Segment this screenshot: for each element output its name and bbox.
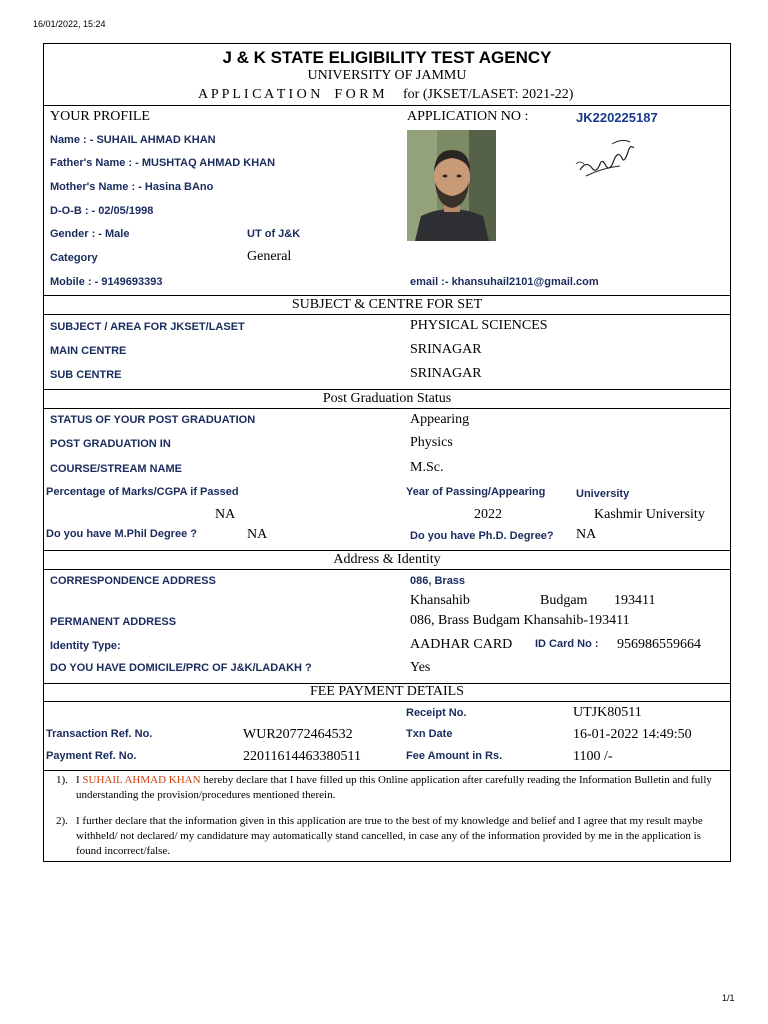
receipt-no-value: UTJK80511 bbox=[573, 705, 642, 720]
main-centre-label: MAIN CENTRE bbox=[50, 345, 127, 357]
candidate-signature bbox=[572, 130, 642, 185]
pg-in-value: Physics bbox=[410, 435, 453, 450]
correspondence-address-locality: Khansahib bbox=[410, 593, 470, 608]
divider bbox=[43, 408, 731, 409]
transaction-ref-label: Transaction Ref. No. bbox=[46, 728, 153, 740]
page-number: 1/1 bbox=[722, 993, 735, 1003]
subject-label: SUBJECT / AREA FOR JKSET/LASET bbox=[50, 321, 245, 333]
domicile-label: DO YOU HAVE DOMICILE/PRC OF J&K/LADAKH ? bbox=[50, 662, 312, 674]
university-name: UNIVERSITY OF JAMMU bbox=[307, 68, 467, 83]
correspondence-address-district: Budgam bbox=[540, 593, 588, 608]
year-value: 2022 bbox=[474, 507, 502, 522]
mother-name-field: Mother's Name : - Hasina BAno bbox=[50, 181, 214, 193]
name-field: Name : - SUHAIL AHMAD KHAN bbox=[50, 134, 216, 146]
divider bbox=[43, 389, 731, 390]
declaration-1-prefix: I bbox=[76, 774, 80, 786]
application-no-label: APPLICATION NO : bbox=[407, 109, 529, 124]
form-for: for (JKSET/LASET: 2021-22) bbox=[403, 87, 574, 102]
divider bbox=[43, 314, 731, 315]
txn-date-label: Txn Date bbox=[406, 728, 453, 740]
permanent-address-label: PERMANENT ADDRESS bbox=[50, 616, 177, 628]
fee-section-title: FEE PAYMENT DETAILS bbox=[310, 684, 464, 699]
divider bbox=[43, 105, 731, 106]
sub-centre-label: SUB CENTRE bbox=[50, 369, 122, 381]
txn-date-value: 16-01-2022 14:49:50 bbox=[573, 727, 692, 742]
mobile-field: Mobile : - 9149693393 bbox=[50, 276, 163, 288]
phd-label: Do you have Ph.D. Degree? bbox=[410, 530, 554, 542]
declaration-1-number: 1). bbox=[56, 774, 68, 786]
divider bbox=[43, 569, 731, 570]
category-label: Category bbox=[50, 252, 98, 264]
divider bbox=[43, 701, 731, 702]
id-card-no-label: ID Card No : bbox=[535, 638, 599, 650]
transaction-ref-value: WUR20772464532 bbox=[243, 727, 353, 742]
correspondence-address-label: CORRESPONDENCE ADDRESS bbox=[50, 575, 216, 587]
payment-ref-label: Payment Ref. No. bbox=[46, 750, 137, 762]
year-label: Year of Passing/Appearing bbox=[406, 486, 546, 498]
percentage-label: Percentage of Marks/CGPA if Passed bbox=[46, 486, 239, 498]
application-no: JK220225187 bbox=[576, 110, 658, 125]
course-label: COURSE/STREAM NAME bbox=[50, 463, 183, 475]
form-title: A P P L I C A T I O N F O R M bbox=[198, 87, 385, 102]
pg-in-label: POST GRADUATION IN bbox=[50, 438, 171, 450]
declaration-2-text: I further declare that the information given in this application are true to the best of my knowledge and belief and I agree that my result maybe withheld/ not declared/ my candidature may automatically stand cancelled, in case any of the information provided by me in the application is found incorrect/false. bbox=[76, 815, 703, 857]
identity-type-value: AADHAR CARD bbox=[410, 637, 513, 652]
fee-amount-label: Fee Amount in Rs. bbox=[406, 750, 503, 762]
divider bbox=[43, 550, 731, 551]
divider bbox=[43, 295, 731, 296]
pg-section-title: Post Graduation Status bbox=[322, 391, 452, 406]
your-profile-label: YOUR PROFILE bbox=[50, 109, 150, 124]
print-datetime: 16/01/2022, 15:24 bbox=[33, 19, 106, 29]
subject-value: PHYSICAL SCIENCES bbox=[410, 318, 548, 333]
correspondence-address-pin: 193411 bbox=[614, 593, 656, 608]
university-value: Kashmir University bbox=[594, 507, 705, 522]
correspondence-address-line1: 086, Brass bbox=[410, 575, 466, 587]
declarant-name: SUHAIL AHMAD KHAN bbox=[82, 774, 201, 786]
address-section-title: Address & Identity bbox=[333, 552, 441, 567]
dob-field: D-O-B : - 02/05/1998 bbox=[50, 205, 154, 217]
declaration-1 bbox=[76, 773, 722, 803]
declaration-1-text: hereby declare that I have filled up this Online application after carefully reading the Information Bulletin and fully understanding the provision/procedures mentioned therein. bbox=[76, 774, 712, 801]
sub-centre-value: SRINAGAR bbox=[410, 366, 482, 381]
category-value: General bbox=[247, 249, 292, 264]
university-label: University bbox=[576, 488, 630, 500]
father-name-field: Father's Name : - MUSHTAQ AHMAD KHAN bbox=[50, 157, 276, 169]
percentage-value: NA bbox=[215, 507, 236, 522]
identity-type-label: Identity Type: bbox=[50, 640, 121, 652]
domicile-value: Yes bbox=[410, 660, 431, 675]
fee-amount-value: 1100 /- bbox=[573, 749, 613, 764]
agency-title: J & K STATE ELIGIBILITY TEST AGENCY bbox=[222, 48, 552, 67]
email-field: email :- khansuhail2101@gmail.com bbox=[410, 276, 599, 288]
receipt-no-label: Receipt No. bbox=[406, 707, 467, 719]
phd-value: NA bbox=[576, 527, 597, 542]
gender-field: Gender : - Male bbox=[50, 228, 130, 240]
declaration-2-number: 2). bbox=[56, 815, 68, 827]
divider bbox=[43, 770, 731, 771]
ut-field: UT of J&K bbox=[247, 228, 301, 240]
pg-status-label: STATUS OF YOUR POST GRADUATION bbox=[50, 414, 256, 426]
course-value: M.Sc. bbox=[410, 460, 444, 475]
mphil-label: Do you have M.Phil Degree ? bbox=[46, 528, 197, 540]
candidate-photo bbox=[407, 130, 496, 241]
mphil-value: NA bbox=[247, 527, 268, 542]
payment-ref-value: 22011614463380511 bbox=[243, 749, 361, 764]
subject-section-title: SUBJECT & CENTRE FOR SET bbox=[291, 297, 483, 312]
id-card-no-value: 956986559664 bbox=[617, 637, 701, 652]
pg-status-value: Appearing bbox=[410, 412, 470, 427]
permanent-address-value: 086, Brass Budgam Khansahib-193411 bbox=[410, 613, 630, 628]
main-centre-value: SRINAGAR bbox=[410, 342, 482, 357]
